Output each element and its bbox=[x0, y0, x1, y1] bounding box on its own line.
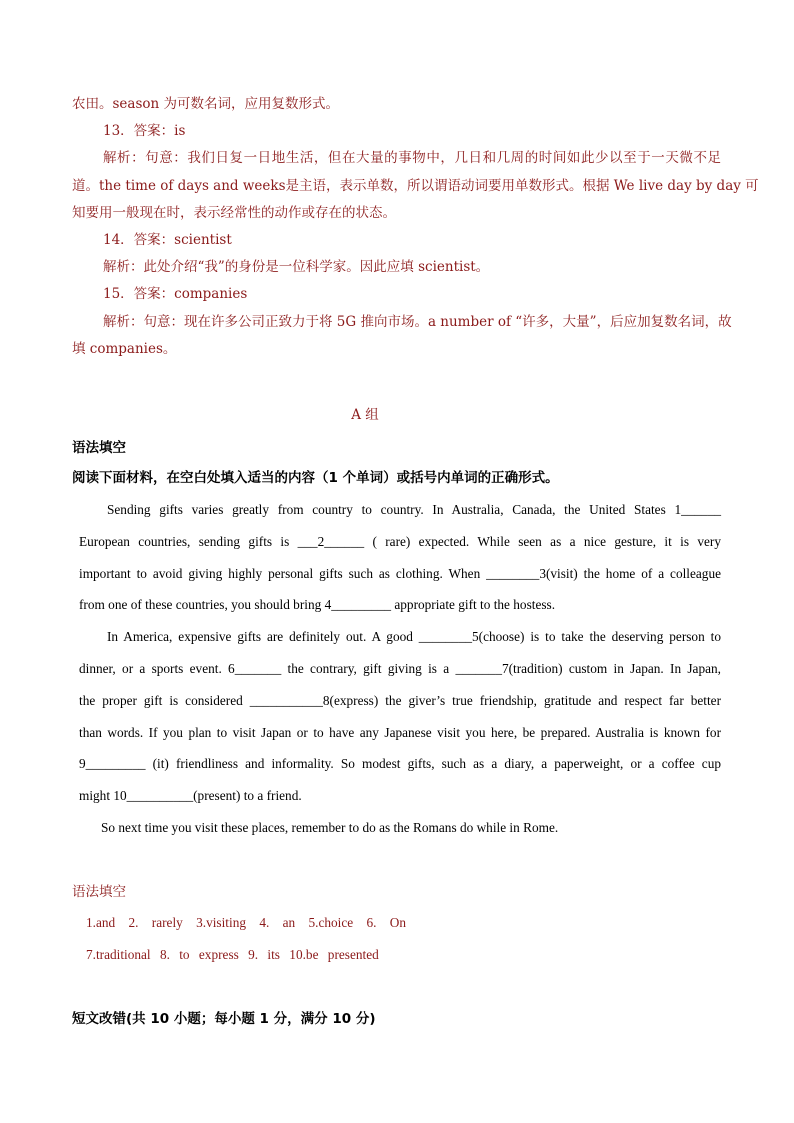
analysis-15-line2: 填 companies。 bbox=[72, 341, 177, 357]
analysis-13-line3: 知要用一般现在时，表示经常性的动作或存在的状态。 bbox=[72, 205, 396, 221]
passage-line: than words. If you plan to visit Japan or to have any Japanese visit you here, be prepared. Australia is known for bbox=[79, 725, 721, 740]
answer-13: 13．答案：is bbox=[103, 123, 186, 139]
passage-line: 9_________ (it) friendliness and informality. So modest gifts, such as a diary, a paperweight, or a coffee cup bbox=[79, 756, 721, 771]
analysis-13-line2: 道。the time of days and weeks是主语，表示单数，所以谓语动词要用单数形式。根据 We live day by day 可 bbox=[72, 178, 759, 194]
passage-line: important to avoid giving highly personal gifts such as clothing. When ________3(visit) the home of a colleague bbox=[79, 566, 721, 581]
passage-line: So next time you visit these places, remember to do as the Romans do while in Rome. bbox=[101, 820, 559, 835]
passage-line: the proper gift is considered ___________8(express) the giver’s true friendship, gratitude and respect far better bbox=[79, 693, 721, 708]
section-title: 语法填空 bbox=[72, 440, 126, 456]
passage-line: might 10__________(present) to a friend. bbox=[79, 788, 302, 803]
analysis-15-line1: 解析：句意：现在许多公司正致力于将 5G 推向市场。a number of “许多，大量”，后应加复数名词，故 bbox=[103, 314, 732, 330]
passage-line: In America, expensive gifts are definitely out. A good ________5(choose) is to take the deserving person to bbox=[107, 629, 721, 644]
passage-line: European countries, sending gifts is ___2______ ( rare) expected. While seen as a nice gesture, it is very bbox=[79, 534, 721, 549]
analysis-13-line1: 解析：句意：我们日复一日地生活，但在大量的事物中，几日和几周的时间如此少以至于一天微不足 bbox=[103, 150, 721, 166]
answer-14: 14．答案：scientist bbox=[103, 232, 232, 248]
explanation-line: 农田。season 为可数名词，应用复数形式。 bbox=[72, 96, 340, 112]
passage-line: from one of these countries, you should bring 4_________ appropriate gift to the hostess. bbox=[79, 597, 556, 612]
answers-row: 7.traditional 8. to express 9. its 10.be presented bbox=[86, 947, 379, 962]
group-title: A 组 bbox=[351, 407, 379, 423]
answer-15: 15．答案：companies bbox=[103, 286, 248, 302]
analysis-14: 解析：此处介绍“我”的身份是一位科学家。因此应填 scientist。 bbox=[103, 259, 490, 275]
instruction: 阅读下面材料，在空白处填入适当的内容（1 个单词）或括号内单词的正确形式。 bbox=[72, 470, 559, 486]
next-section-title: 短文改错(共 10 小题；每小题 1 分，满分 10 分) bbox=[72, 1011, 376, 1027]
answers-title: 语法填空 bbox=[72, 884, 126, 900]
answers-row: 1.and 2. rarely 3.visiting 4. an 5.choice 6. On bbox=[86, 915, 407, 930]
passage-line: Sending gifts varies greatly from country to country. In Australia, Canada, the United States 1______ bbox=[107, 502, 721, 517]
passage-line: dinner, or a sports event. 6_______ the contrary, gift giving is a _______7(tradition) custom in Japan. In Japan, bbox=[79, 661, 721, 676]
